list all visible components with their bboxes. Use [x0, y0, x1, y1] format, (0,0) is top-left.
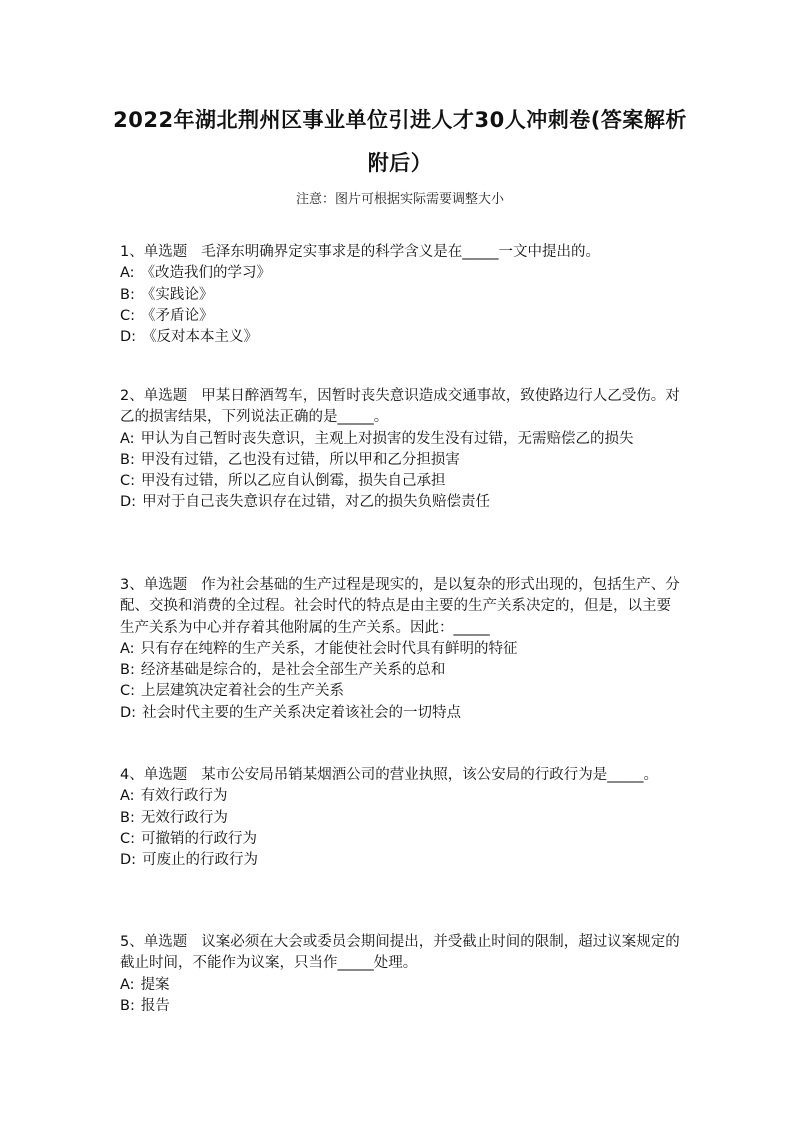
- option-letter: B:: [120, 451, 135, 468]
- option-text: 上层建筑决定着社会的生产关系: [141, 683, 345, 700]
- option-text: 提案: [140, 976, 170, 993]
- option-b: [120, 285, 685, 306]
- option-letter: A:: [120, 265, 135, 282]
- question-text: 毛泽东明确界定实事求是的科学含义是在_____一文中提出的。: [201, 244, 600, 260]
- option-text: 报告: [140, 997, 170, 1014]
- option-text: 可撤销的行政行为: [141, 830, 258, 847]
- option-text: 甲没有过错，乙也没有过错，所以甲和乙分担损害: [140, 451, 460, 468]
- option-text: 有效行政行为: [140, 788, 228, 805]
- option-letter: A:: [120, 430, 135, 447]
- question-stem: [120, 242, 685, 263]
- question-3: [120, 575, 685, 724]
- question-stem: [120, 932, 685, 975]
- question-text: 某市公安局吊销某烟酒公司的营业执照，该公安局的行政行为是_____。: [201, 767, 658, 783]
- option-b: [120, 808, 685, 829]
- question-text: 议案必须在大会或委员会期间提出，并受截止时间的限制，超过议案规定的截止时间，不能作为议案，只当作_____处理。: [120, 934, 680, 972]
- option-letter: A:: [120, 788, 135, 805]
- question-number: 3、单选题: [120, 577, 188, 593]
- question-text: 作为社会基础的生产过程是现实的，是以复杂的形式出现的，包括生产、分配、交换和消费的全过程。社会时代的特点是由主要的生产关系决定的，但是，以主要生产关系为中心并存着其他附属的生产关系。因此：_____: [120, 577, 680, 636]
- page-note: 注意：图片可根据实际需要调整大小: [295, 192, 504, 207]
- option-letter: C:: [120, 683, 136, 700]
- question-stem: [120, 575, 685, 639]
- option-letter: C:: [120, 830, 136, 847]
- option-letter: D:: [120, 704, 137, 721]
- option-d: [120, 492, 685, 513]
- option-d: [120, 327, 685, 348]
- option-b: [120, 996, 685, 1017]
- option-letter: A:: [120, 640, 135, 657]
- option-letter: B:: [120, 662, 135, 679]
- option-text: 社会时代主要的生产关系决定着该社会的一切特点: [142, 704, 462, 721]
- option-text: 经济基础是综合的，是社会全部生产关系的总和: [140, 662, 446, 679]
- option-c: [120, 306, 685, 327]
- option-b: [120, 450, 685, 471]
- option-text: 《实践论》: [140, 286, 214, 303]
- option-a: [120, 786, 685, 807]
- option-letter: C:: [120, 307, 136, 324]
- option-letter: B:: [120, 997, 135, 1014]
- option-letter: D:: [120, 494, 137, 511]
- option-d: [120, 850, 685, 871]
- option-list: [120, 975, 685, 1018]
- question-number: 1、单选题: [120, 244, 188, 260]
- option-text: 只有存在纯粹的生产关系，才能使社会时代具有鲜明的特征: [140, 640, 518, 657]
- option-text: 《矛盾论》: [141, 307, 214, 324]
- page-title-continued: 附后）: [367, 151, 433, 175]
- question-5: [120, 932, 685, 1017]
- page-title: 2022年湖北荆州区事业单位引进人才30人冲刺卷(答案解析: [113, 108, 687, 132]
- option-a: [120, 429, 685, 450]
- question-number: 5、单选题: [120, 934, 188, 950]
- option-d: [120, 703, 685, 724]
- option-text: 可废止的行政行为: [142, 852, 259, 869]
- question-1: [120, 242, 685, 348]
- option-b: [120, 660, 685, 681]
- option-a: [120, 639, 685, 660]
- option-letter: B:: [120, 809, 135, 826]
- option-c: [120, 681, 685, 702]
- question-stem: [120, 765, 685, 786]
- option-a: [120, 975, 685, 996]
- option-text: 《反对本本主义》: [142, 329, 259, 346]
- option-text: 甲认为自己暂时丧失意识，主观上对损害的发生没有过错，无需赔偿乙的损失: [140, 430, 634, 447]
- option-letter: D:: [120, 329, 137, 346]
- option-list: [120, 263, 685, 348]
- question-4: [120, 765, 685, 871]
- question-number: 2、单选题: [120, 388, 188, 404]
- option-c: [120, 829, 685, 850]
- question-text: 甲某日醉酒驾车，因暂时丧失意识造成交通事故，致使路边行人乙受伤。对乙的损害结果，下列说法正确的是_____。: [120, 388, 680, 426]
- option-text: 《改造我们的学习》: [140, 265, 272, 282]
- question-stem: [120, 386, 685, 429]
- option-letter: D:: [120, 852, 137, 869]
- option-list: [120, 639, 685, 724]
- option-letter: B:: [120, 286, 135, 303]
- option-list: [120, 429, 685, 514]
- question-number: 4、单选题: [120, 767, 188, 783]
- option-letter: C:: [120, 473, 136, 490]
- option-list: [120, 786, 685, 871]
- question-2: [120, 386, 685, 514]
- option-text: 无效行政行为: [140, 809, 228, 826]
- option-letter: A:: [120, 976, 135, 993]
- option-c: [120, 471, 685, 492]
- option-a: [120, 263, 685, 284]
- option-text: 甲对于自己丧失意识存在过错，对乙的损失负赔偿责任: [142, 494, 491, 511]
- option-text: 甲没有过错，所以乙应自认倒霉，损失自己承担: [141, 473, 446, 490]
